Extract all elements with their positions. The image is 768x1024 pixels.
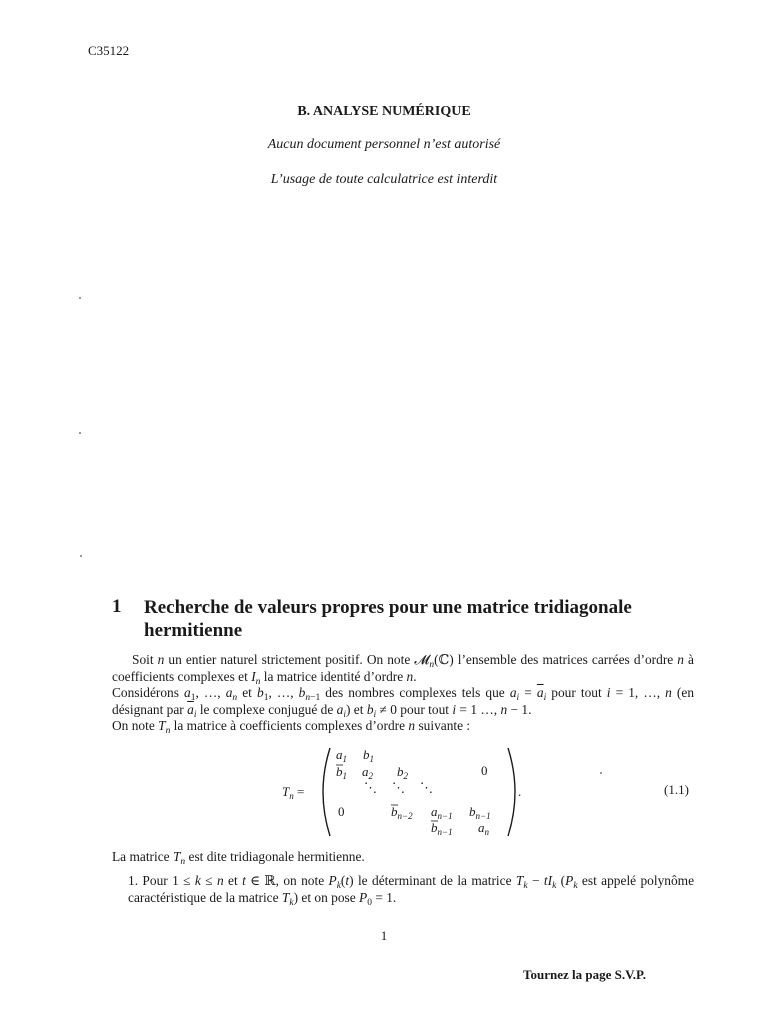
after-matrix-text: La matrice $T_n$ est dite tridiagonale hermitienne. (112, 849, 365, 867)
subtitle-documents: Aucun document personnel n’est autorisé (267, 137, 501, 152)
svg-text:an−1: $a_{n-1}$ (431, 804, 453, 821)
svg-text:a1: $a_1$ (336, 747, 347, 764)
svg-text:a2: $a_2$ (362, 764, 373, 781)
left-parenthesis (323, 748, 330, 836)
tridiagonal-matrix (270, 742, 540, 842)
section-number: 1 (112, 596, 122, 617)
scan-speck (79, 297, 81, 299)
document-code: C35122 (88, 43, 130, 58)
svg-text:b1: $b_1$ (336, 764, 347, 781)
right-parenthesis (508, 748, 515, 836)
question-1-number: 1. (128, 873, 139, 888)
definition-line: Soit n un entier naturel strictement positif. On note 𝓜$_n$(ℂ) l’ensemble des matrices carrées d’ordre n à coefficients complexes et $I_n$ la matrice identité d’ordre n. (112, 652, 695, 687)
coefficients-line: Considérons $a_1$, …, $a_n$ et $b_1$, …, $b_{n-1}$ des nombres complexes tels que $a_i = \overline{a}_i$ pour tout i = 1, …, n (en désignant par $\overline{a}_i$ le complexe conjugué de $a_i$) et $b_i \ne 0$ pour tout i = 1 …, n − 1. (112, 685, 695, 720)
svg-text:b2: $b_2$ (397, 764, 408, 781)
turn-page-note: Tournez la page S.V.P. (523, 967, 647, 982)
svg-text:0: 0 (338, 804, 345, 819)
intro-paragraph (112, 652, 694, 735)
matrix-intro-line: On note $T_n$ la matrice à coefficients complexes d’ordre n suivante : (112, 718, 471, 736)
equation-label: (1.1) (664, 782, 689, 797)
section-title: Recherche de valeurs propres pour une matrice tridiagonale hermitienne (144, 597, 632, 641)
svg-text:b1: $b_1$ (363, 747, 374, 764)
svg-text:an: $a_n$ (478, 820, 489, 837)
matrix-trailing-period: . (518, 784, 522, 799)
scan-speck (79, 432, 81, 434)
svg-text:bn−1: $b_{n-1}$ (431, 820, 453, 837)
svg-text:⋱: ⋱ (420, 780, 433, 795)
matrix-entries (336, 747, 491, 837)
document-title: B. ANALYSE NUMÉRIQUE (297, 104, 471, 119)
scan-speck (600, 772, 602, 774)
question-1: 1. Pour 1 ≤ k ≤ n et t ∈ ℝ, on note $P_k(t)$ le déterminant de la matrice $T_k - tI_k$ ($P_k$ est appelé polynôme caractéristique de la matrice $T_k$) et on pose $P_0 = 1$. (128, 873, 695, 908)
scan-speck (80, 555, 82, 557)
svg-text:⋱: ⋱ (392, 780, 405, 795)
svg-text:⋱: ⋱ (364, 780, 377, 795)
svg-text:bn−1: $b_{n-1}$ (469, 804, 491, 821)
svg-text:bn−2: $b_{n-2}$ (391, 804, 413, 821)
subtitle-calculator: L’usage de toute calculatrice est interdit (270, 172, 498, 187)
matrix-name: $T_n$ = (282, 784, 305, 801)
page-number: 1 (380, 928, 388, 943)
svg-text:0: 0 (481, 763, 488, 778)
